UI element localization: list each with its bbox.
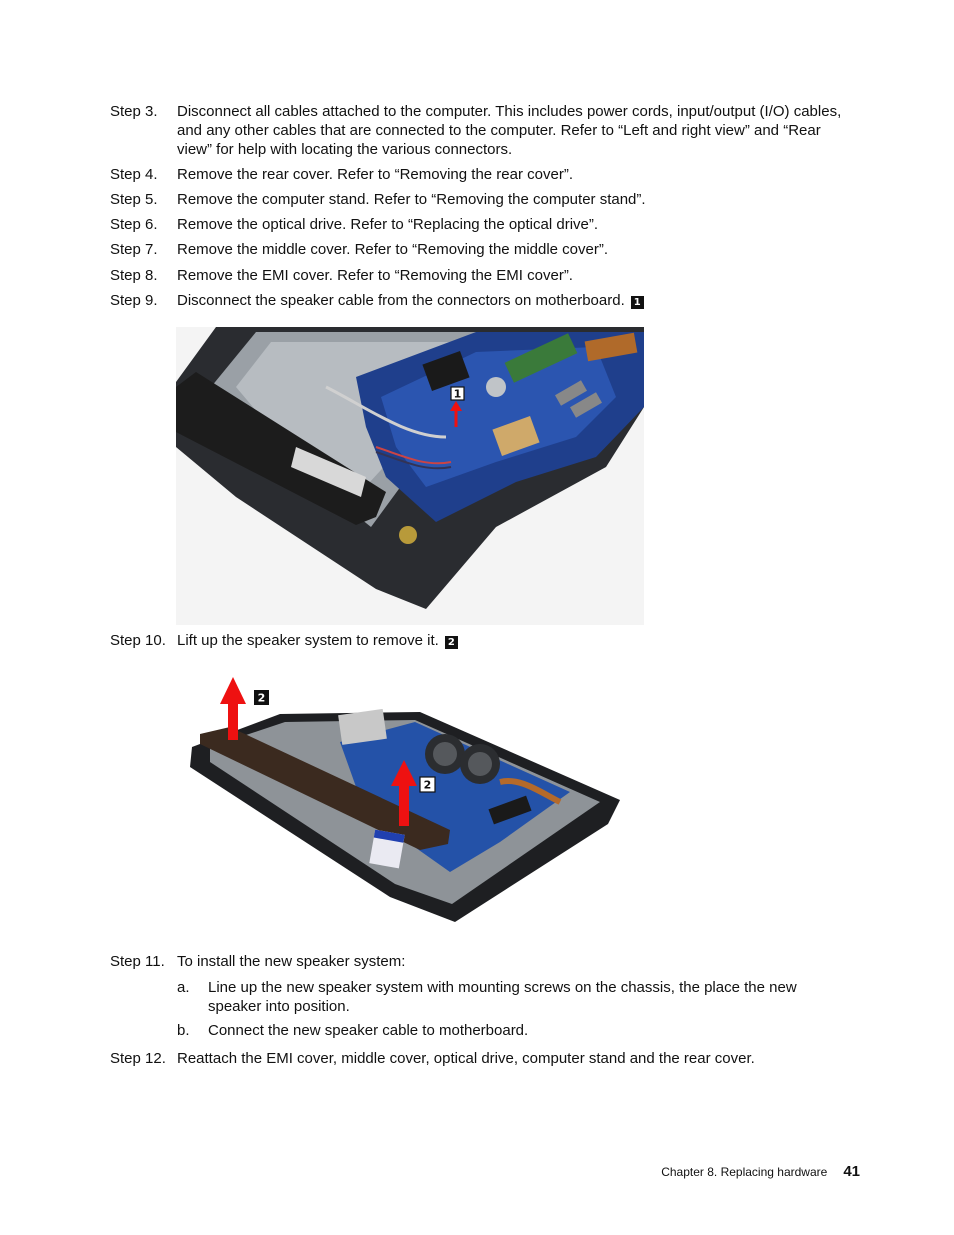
figure-speaker-lift-photo (190, 672, 620, 927)
substep-label: b. (177, 1022, 190, 1039)
step-10 (110, 631, 850, 650)
step-label: Step 6. (110, 216, 158, 233)
callout-badge: 2 (445, 636, 458, 649)
page-footer (661, 1163, 860, 1180)
figure-callout-2-board: 2 (423, 778, 432, 792)
substep-b (177, 1021, 847, 1040)
step-4 (110, 165, 850, 184)
step-text: Disconnect the speaker cable from the connectors on motherboard. (177, 292, 625, 309)
step-6 (110, 215, 850, 234)
step-text: Remove the middle cover. Refer to “Removing the middle cover”. (177, 241, 609, 258)
step-text: Remove the EMI cover. Refer to “Removing the EMI cover”. (177, 267, 573, 284)
step-label: Step 3. (110, 103, 158, 120)
substep-a (177, 978, 847, 1016)
page-number: 41 (843, 1163, 860, 1180)
step-9 (110, 291, 850, 310)
step-5 (110, 190, 850, 209)
step-12 (110, 1049, 850, 1068)
chapter-title: Chapter 8. Replacing hardware (661, 1165, 828, 1179)
step-label: Step 5. (110, 191, 158, 208)
figure-callout-1: 1 (453, 387, 462, 401)
step-label: Step 9. (110, 292, 158, 309)
callout-badge: 1 (631, 296, 644, 309)
step-text: Lift up the speaker system to remove it. (177, 632, 439, 649)
step-text: To install the new speaker system: (177, 953, 406, 970)
step-label: Step 10. (110, 632, 166, 649)
step-label: Step 8. (110, 267, 158, 284)
step-text: Remove the computer stand. Refer to “Removing the computer stand”. (177, 191, 646, 208)
step-text: Remove the optical drive. Refer to “Replacing the optical drive”. (177, 216, 599, 233)
step-7 (110, 240, 850, 259)
step-label: Step 4. (110, 166, 158, 183)
step-text: Remove the rear cover. Refer to “Removing the rear cover”. (177, 166, 573, 183)
step-text: Reattach the EMI cover, middle cover, optical drive, computer stand and the rear cover. (177, 1050, 755, 1067)
figure-callout-2-top: 2 (257, 691, 266, 705)
step-label: Step 12. (110, 1050, 166, 1067)
substep-text: Line up the new speaker system with mounting screws on the chassis, the place the new speaker into position. (208, 979, 797, 1015)
speaker-removal-illustration (190, 672, 620, 927)
substep-text: Connect the new speaker cable to motherboard. (208, 1022, 529, 1039)
substep-label: a. (177, 979, 190, 996)
step-8 (110, 266, 850, 285)
step-label: Step 7. (110, 241, 158, 258)
step-3 (110, 102, 850, 159)
step-text: Disconnect all cables attached to the computer. This includes power cords, input/output (I/O) cables, and any other cables that are connected to the computer. Refer to “Left and right view” and “Rear view” for help with locating the various connectors. (177, 103, 842, 158)
motherboard-illustration (176, 327, 644, 625)
step-11 (110, 952, 850, 971)
step-label: Step 11. (110, 953, 165, 970)
figure-speaker-cable-photo (176, 327, 644, 625)
